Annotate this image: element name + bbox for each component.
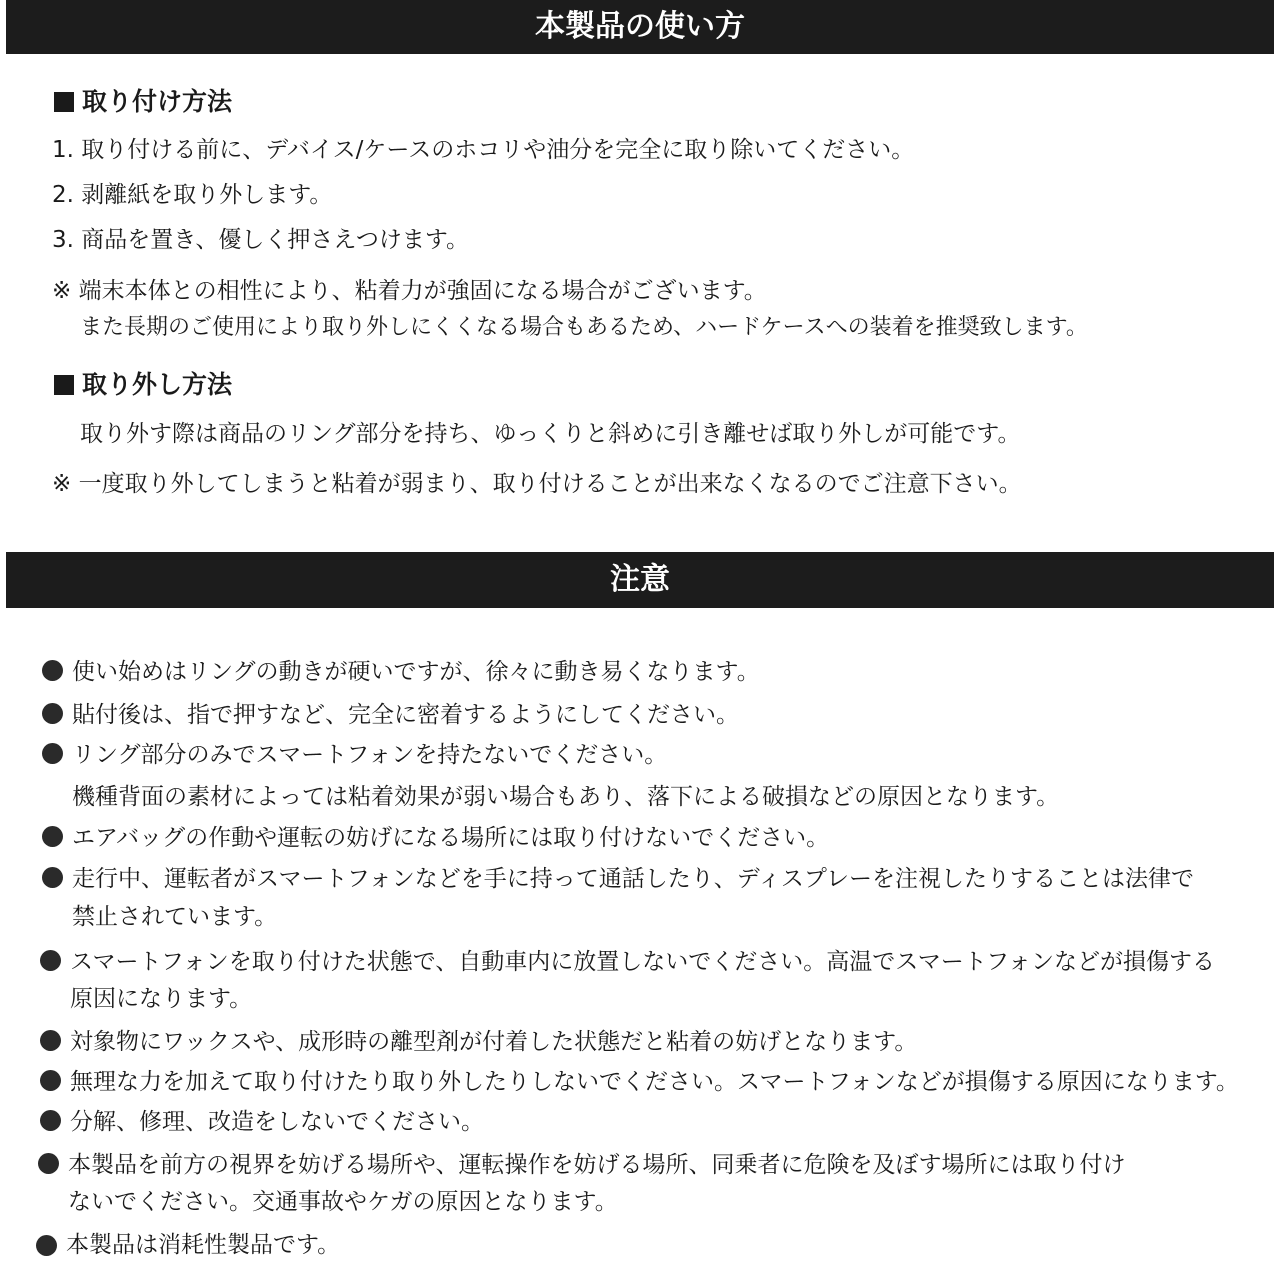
caution-item-3-line-2: 機種背面の素材によっては粘着効果が弱い場合もあり、落下による破損などの原因となります。 [72,784,1060,810]
caution-item-10-line-1: 本製品を前方の視界を妨げる場所や、運転操作を妨げる場所、同乗者に危険を及ぼす場所には取り付け [68,1152,1126,1178]
caution-item-5-line-2: 禁止されています。 [72,904,278,930]
install-note-line-1: ※ 端末本体との相性により、粘着力が強固になる場合がございます。 [52,278,767,304]
bullet-icon [38,1153,59,1174]
caution-item-5-line-1: 走行中、運転者がスマートフォンなどを手に持って通話したり、ディスプレーを注視したりすることは法律で [72,866,1194,892]
caution-item-7: 対象物にワックスや、成形時の離型剤が付着した状態だと粘着の妨げとなります。 [70,1029,918,1055]
caution-item-1: 使い始めはリングの動きが硬いですが、徐々に動き易くなります。 [72,659,760,685]
caution-item-9: 分解、修理、改造をしないでください。 [70,1109,484,1135]
install-heading-text: 取り付け方法 [82,87,233,116]
install-step-1: 1. 取り付ける前に、デバイス/ケースのホコリや油分を完全に取り除いてください。 [52,137,915,163]
caution-item-6-line-1: スマートフォンを取り付けた状態で、自動車内に放置しないでください。高温でスマートフォンなどが損傷する [70,949,1215,975]
removal-heading [54,369,232,401]
usage-banner: 本製品の使い方 [6,0,1274,54]
removal-note: ※ 一度取り外してしまうと粘着が弱まり、取り付けることが出来なくなるのでご注意下さい。 [52,471,1022,497]
install-step-2: 2. 剥離紙を取り外します。 [52,182,333,208]
caution-banner: 注意 [6,552,1274,608]
bullet-icon [40,950,61,971]
install-note-line-2: また長期のご使用により取り外しにくくなる場合もあるため、ハードケースへの装着を推奨致します。 [80,315,1088,340]
caution-item-8: 無理な力を加えて取り付けたり取り外したりしないでください。スマートフォンなどが損傷する原因になります。 [70,1069,1239,1095]
bullet-icon [42,703,63,724]
bullet-icon [42,743,63,764]
install-heading [54,86,232,118]
bullet-icon [42,867,63,888]
bullet-icon [40,1070,61,1091]
square-bullet-icon [54,375,74,395]
bullet-icon [40,1030,61,1051]
bullet-icon [42,660,63,681]
square-bullet-icon [54,92,74,112]
caution-item-11: 本製品は消耗性製品です。 [66,1232,341,1258]
removal-text: 取り外す際は商品のリング部分を持ち、ゆっくりと斜めに引き離せば取り外しが可能です。 [80,421,1021,447]
caution-item-6-line-2: 原因になります。 [70,986,253,1012]
caution-item-4: エアバッグの作動や運転の妨げになる場所には取り付けないでください。 [72,825,830,851]
bullet-icon [42,826,63,847]
caution-item-3-line-1: リング部分のみでスマートフォンを持たないでください。 [72,742,668,768]
bullet-icon [40,1110,61,1131]
removal-heading-text: 取り外し方法 [82,370,233,399]
install-step-3: 3. 商品を置き、優しく押さえつけます。 [52,227,470,253]
bullet-icon [36,1235,57,1256]
caution-item-10-line-2: ないでください。交通事故やケガの原因となります。 [68,1189,618,1215]
caution-item-2: 貼付後は、指で押すなど、完全に密着するようにしてください。 [72,702,739,728]
